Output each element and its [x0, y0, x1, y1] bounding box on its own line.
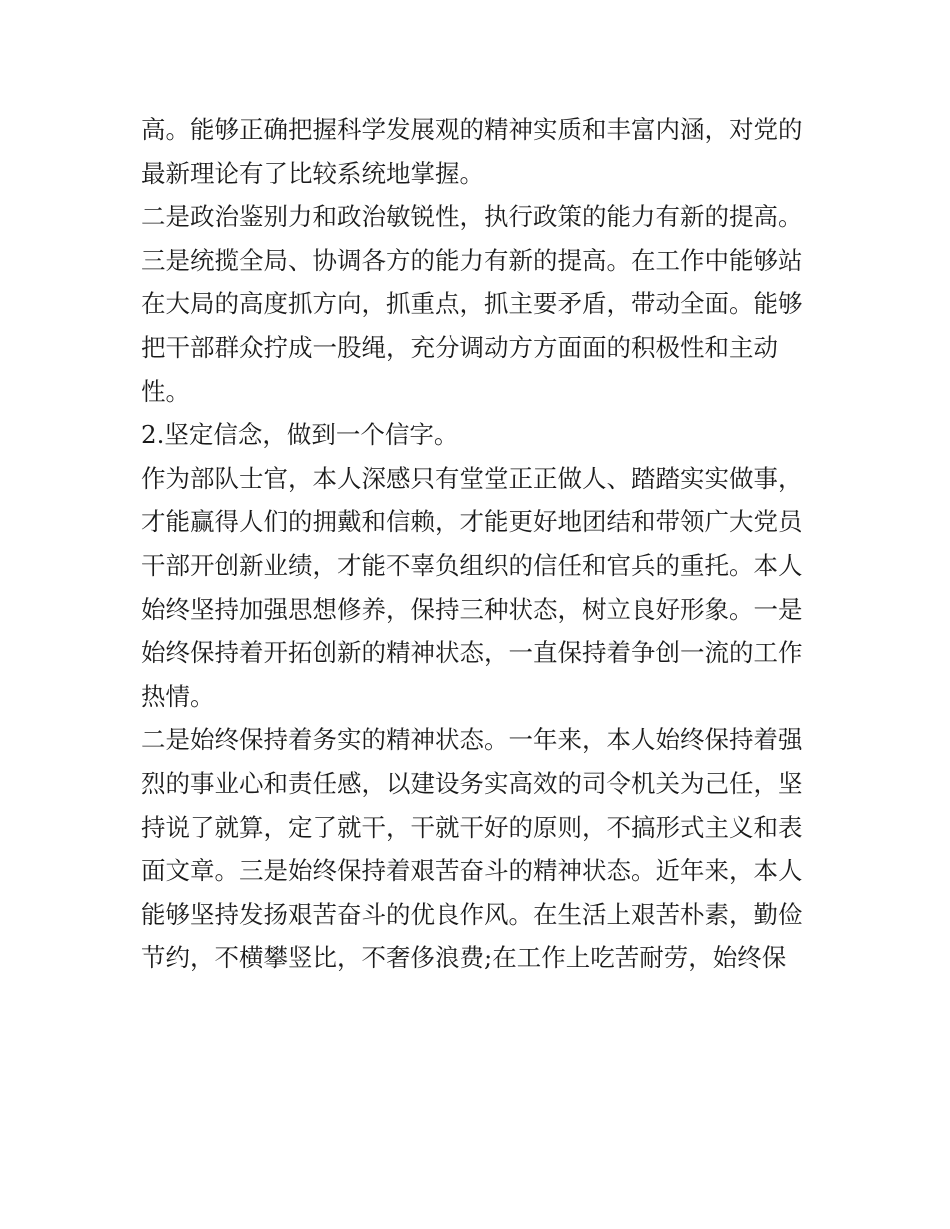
text-line: 高。能够正确把握科学发展观的精神实质和丰富内涵，对党的	[141, 115, 803, 144]
text-line: 面文章。三是始终保持着艰苦奋斗的精神状态。近年来，本人	[141, 856, 803, 886]
text-line: 热情。	[141, 681, 215, 711]
text-line: 最新理论有了比较系统地掌握。	[141, 158, 484, 188]
text-line: 始终坚持加强思想修养，保持三种状态，树立良好形象。一是	[141, 594, 803, 624]
text-line: 二是始终保持着务实的精神状态。一年来，本人始终保持着强	[141, 725, 803, 755]
text-line: 持说了就算，定了就干，干就干好的原则，不搞形式主义和表	[141, 812, 803, 842]
text-line: 作为部队士官，本人深感只有堂堂正正做人、踏踏实实做事，	[141, 463, 803, 493]
text-line: 始终保持着开拓创新的精神状态，一直保持着争创一流的工作	[141, 638, 803, 668]
text-line: 节约，不横攀竖比，不奢侈浪费;在工作上吃苦耐劳，始终保	[141, 943, 787, 973]
text-line: 在大局的高度抓方向，抓重点，抓主要矛盾，带动全面。能够	[141, 289, 803, 319]
section-heading: 2.坚定信念，做到一个信字。	[141, 420, 459, 450]
text-line: 二是政治鉴别力和政治敏锐性，执行政策的能力有新的提高。	[141, 202, 803, 232]
text-line: 三是统揽全局、协调各方的能力有新的提高。在工作中能够站	[141, 245, 803, 275]
text-line: 烈的事业心和责任感，以建设务实高效的司令机关为己任，坚	[141, 768, 803, 798]
text-line: 才能赢得人们的拥戴和信赖，才能更好地团结和带领广大党员	[141, 507, 803, 537]
text-line: 性。	[141, 376, 190, 406]
text-line: 能够坚持发扬艰苦奋斗的优良作风。在生活上艰苦朴素，勤俭	[141, 899, 803, 929]
text-line: 把干部群众拧成一股绳，充分调动方方面面的积极性和主动	[141, 332, 778, 362]
body-text	[141, 108, 821, 980]
text-line: 干部开创新业绩，才能不辜负组织的信任和官兵的重托。本人	[141, 550, 803, 580]
